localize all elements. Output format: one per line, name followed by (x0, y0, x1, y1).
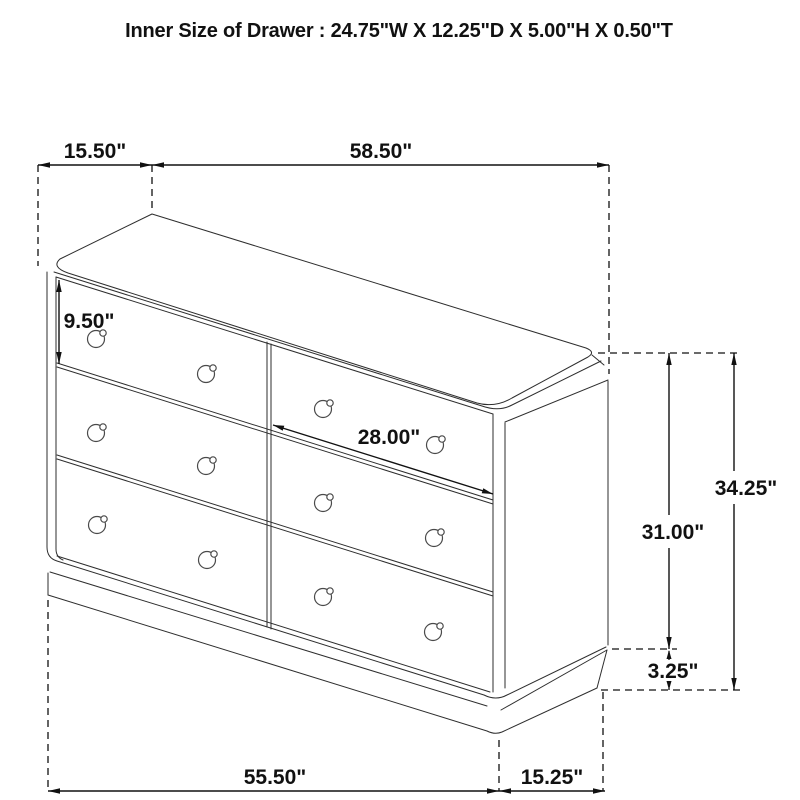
dim-label-base-height: 3.25" (647, 660, 699, 683)
dim-label-bottom-depth: 15.25" (520, 766, 584, 789)
dim-label-top-width: 58.50" (349, 140, 413, 163)
dim-label-overall-height: 34.25" (714, 477, 778, 500)
diagram-title: Inner Size of Drawer : 24.75"W X 12.25"D X 5.00"H X 0.50"T (125, 20, 673, 42)
dim-label-body-height: 31.00" (641, 521, 705, 544)
dim-label-top-depth: 15.50" (63, 140, 127, 163)
dim-label-bottom-width: 55.50" (243, 766, 307, 789)
dim-label-drawer-width: 28.00" (357, 426, 421, 449)
dim-label-drawer-height: 9.50" (63, 310, 115, 333)
